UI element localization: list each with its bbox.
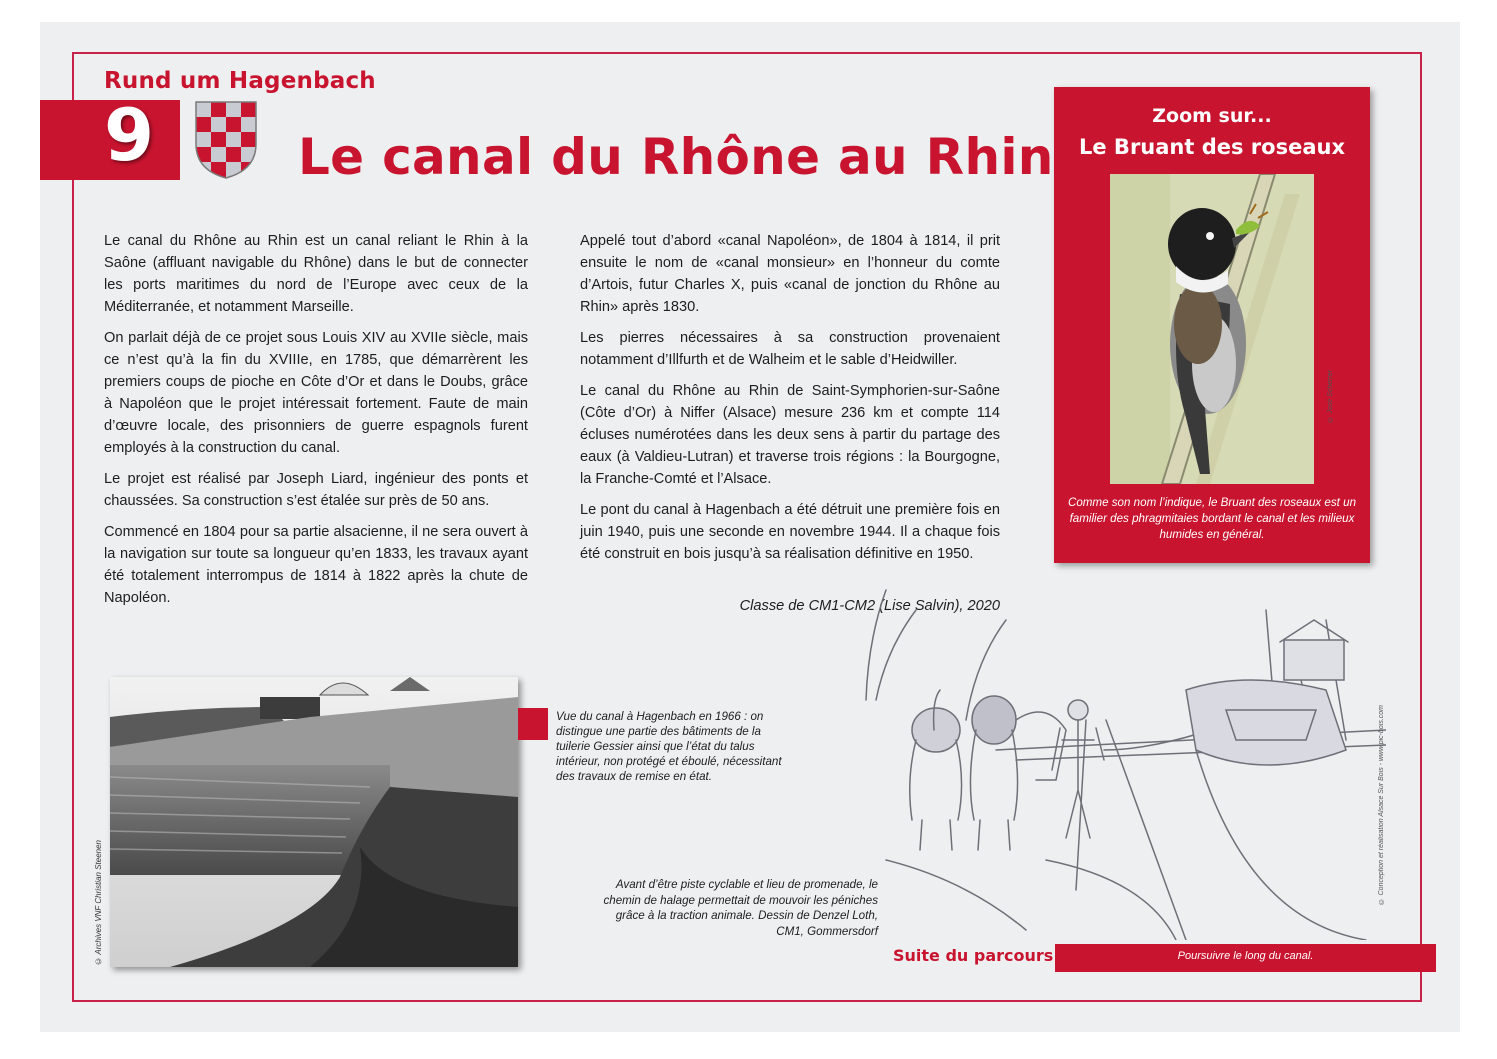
paragraph: Commencé en 1804 pour sa partie alsacienne, il ne sera ouvert à la navigation sur toute sa longueur qu’en 1833, les travaux ayant été totalement interrompus de 1814 à 1822 après la chute de Napoléon. — [104, 524, 528, 606]
paragraph: Le pont du canal à Hagenbach a été détruit une première fois en juin 1940, puis une seconde en novembre 1944. Il a chaque fois été construit en bois jusqu’à sa réalisation définitive en 1950. — [580, 502, 1000, 562]
sketch-credit: © Conception et réalisation Alsace Sur Bois - www.pic-bois.com — [1378, 705, 1385, 905]
suite-text: Poursuivre le long du canal. — [1177, 950, 1314, 962]
zoom-caption: Comme son nom l’indique, le Bruant des roseaux est un familier des phragmitaies bordant le canal et les milieux humides en général. — [1067, 496, 1357, 541]
paragraph: Le canal du Rhône au Rhin de Saint-Symphorien-sur-Saône (Côte d’Or) à Niffer (Alsace) mesure 236 km et compte 114 écluses numérotées dans les deux sens à partir du partage des eaux (à Valdieu-Lutran) et traverse trois régions : la Bourgogne, la Franche-Comté et l’Alsace. — [580, 383, 1000, 487]
text-column-left — [104, 230, 528, 618]
suite-bar — [1055, 944, 1436, 972]
reed-bunting-illustration — [1110, 174, 1314, 484]
paragraph: Appelé tout d’abord «canal Napoléon», de 1804 à 1814, il prit ensuite le nom de «canal monsieur» en l’honneur du comte d’Artois, futur Charles X, puis «canal de jonction du Rhône au Rhin» après 1830. — [580, 233, 1000, 315]
brand-label: Rund um Hagenbach — [104, 68, 376, 94]
paragraph: Le canal du Rhône au Rhin est un canal reliant le Rhin à la Saône (affluant navigable du Rhône) dans le but de connecter les ports maritimes du nord de l’Europe avec ceux de la Méditerranée, et notamment Marseille. — [104, 233, 528, 315]
sketch-caption: Avant d’être piste cyclable et lieu de promenade, le chemin de halage permettait de mouvoir les péniches grâce à la traction animale. Dessin de Denzel Loth, CM1, Gommersdorf — [603, 878, 878, 938]
suite-label: Suite du parcours — [893, 946, 1054, 965]
paragraph: Le projet est réalisé par Joseph Liard, ingénieur des ponts et chaussées. Sa construction s’est étalée sur près de 50 ans. — [104, 471, 528, 509]
text-column-right — [580, 230, 1000, 574]
historic-photo — [110, 677, 518, 967]
station-number: 9 — [104, 93, 155, 177]
zoom-heading: Zoom sur... — [1152, 105, 1272, 127]
text-credit: Classe de CM1-CM2 (Lise Salvin), 2020 — [739, 598, 1000, 614]
coat-of-arms-icon — [194, 100, 258, 180]
horses-towpath-sketch — [846, 580, 1386, 940]
paragraph: Les pierres nécessaires à sa construction provenaient notamment d’Illfurth et de Walheim et le sable d’Heidwiller. — [580, 330, 1000, 368]
photo-credit: © Archives VNF Christian Steenen — [94, 840, 103, 966]
paragraph: On parlait déjà de ce projet sous Louis XIV au XVIIe siècle, mais ce n’est qu’à la fin du XVIIIe, en 1785, que démarrèrent les premiers coups de pioche en Côte d’Or et dans le Doubs, grâce à Napoléon que le projet intéressait fortement. Faute de main d’œuvre locale, des prisonniers de guerre espagnols furent employés à la construction du canal. — [104, 330, 528, 456]
zoom-subject: Le Bruant des roseaux — [1079, 135, 1345, 159]
zoom-box — [1054, 87, 1370, 563]
canal-photo-1966 — [110, 677, 518, 967]
page-title: Le canal du Rhône au Rhin — [298, 128, 1054, 186]
photo-caption: Vue du canal à Hagenbach en 1966 : on distingue une partie des bâtiments de la tuilerie Gessier ainsi que l’état du talus intérieur, non protégé et éboulé, nécessitant des travaux de remise en état. — [556, 710, 782, 783]
caption-marker — [518, 708, 548, 740]
illustration-credit: © José Scherrer — [1327, 370, 1334, 423]
